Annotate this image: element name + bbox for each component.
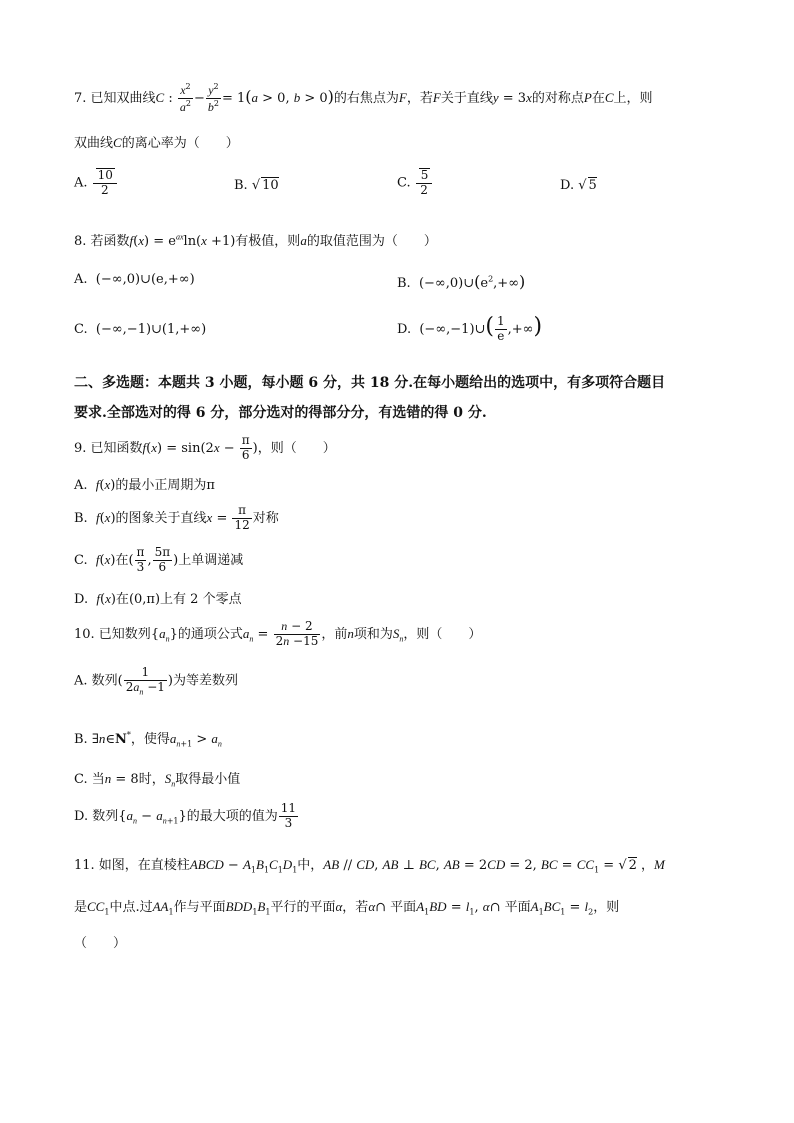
q8-prefix: 8. 若函数 xyxy=(74,234,130,249)
q10-end: ，则（ ） xyxy=(403,626,482,642)
q11-line1: 11. 如图，在直棱柱ABCD − $A_1B_1C_1D_1$中，AB // CD, AB ⊥ BC, AB = 2CD = 2, BC = $CC_1$ = √ 2 ，M xyxy=(74,857,665,875)
q10b-text2: ，使得 xyxy=(130,732,170,747)
q7-option-d[interactable]: D. √ 5 xyxy=(560,178,597,193)
q8-mid: 有极值，则 xyxy=(235,234,301,249)
q10-mid1: 的通项公式 xyxy=(177,626,243,642)
q7-end: 上，则 xyxy=(613,90,653,106)
q7-option-c[interactable]: C. $\frac{5}{2}$ xyxy=(397,168,433,198)
q11-l2h: ，则 xyxy=(593,900,620,915)
q7-about: 关于直线 xyxy=(440,90,493,106)
q10c-text2: 时， xyxy=(138,772,165,787)
q7-after-eq: 的右焦点为 xyxy=(333,90,399,106)
q9-end: ，则（ ） xyxy=(257,440,336,456)
q11-l2c: 作与平面 xyxy=(173,900,226,915)
q9a-text: 的最小正周期为 xyxy=(115,478,207,493)
q10-prefix: 10. 已知数列 xyxy=(74,626,151,642)
q7-ruo: ，若 xyxy=(406,90,433,106)
q11-zhong: 中， xyxy=(297,858,324,873)
q9-option-a[interactable]: A. f(x)的最小正周期为π xyxy=(74,477,215,493)
q11-line2: 是$CC_1$中点.过$AA_1$作与平面$BDD_1B_1$平行的平面α，若α∩ 平面$A_1BD = l_1$, α∩ 平面$A_1BC_1 = l_2$，则 xyxy=(74,899,620,917)
q9d-text1: 在 xyxy=(115,592,129,607)
q9-option-d[interactable]: D. f(x)在(0,π)上有 2 个零点 xyxy=(74,591,242,607)
q7-l2b: 的离心率为（ ） xyxy=(121,136,239,151)
q9b-text2: 对称 xyxy=(252,510,279,526)
q7-line1: 7. 已知双曲线C : $\frac{x^2}{a^2}$ − $\frac{y^2}{b^2}$ = 1(a > 0, b > 0)的右焦点为F，若F关于直线y = 3x的对称点P在C上，则 xyxy=(74,82,653,114)
q7-line2: 双曲线C的离心率为（ ） xyxy=(74,135,239,151)
q10d-text1: D. 数列 xyxy=(74,808,119,824)
q11-line3: （ ） xyxy=(74,936,127,951)
q9b-text1: 的图象关于直线 xyxy=(115,510,207,526)
q10-mid2: ，前 xyxy=(321,626,348,642)
q11-prefix: 11. 如图，在直棱柱 xyxy=(74,858,190,873)
q8-option-a[interactable]: A. (−∞,0)∪(e,+∞) xyxy=(74,272,195,287)
q10a-text1: A. 数列 xyxy=(74,673,118,689)
q8-option-d[interactable]: D. (−∞,−1)∪( $\frac{1}{e}$ ,+∞) xyxy=(397,314,543,343)
q10a-text2: 为等差数列 xyxy=(172,673,238,689)
q10-option-c[interactable]: C. 当n = 8时，$S_n$取得最小值 xyxy=(74,771,241,789)
q11-l2d: 平行的平面 xyxy=(270,900,336,915)
q10c-text1: C. 当 xyxy=(74,772,105,787)
q7-on: 在 xyxy=(591,90,605,106)
q10-option-d[interactable]: D. 数列$\{a_n - a_{n+1}\}$的最大项的值为 $\frac{11}{3}$ xyxy=(74,801,297,830)
q9d-text2: 上有 2 个零点 xyxy=(160,592,242,607)
q10d-text2: 的最大项的值为 xyxy=(186,808,278,824)
q7-option-b[interactable]: B. √ 10 xyxy=(234,178,279,193)
q11-l2f: 平面 xyxy=(390,900,417,915)
q8-stem: 8. 若函数$f(x) = e^{ax}\ln(x +1)$有极值，则a的取值范围为（ ） xyxy=(74,232,437,249)
q10b-text1: B. xyxy=(74,732,88,747)
q7-frac-y: $\frac{y^2}{b^2}$ xyxy=(207,82,219,114)
q9c-text2: 上单调递减 xyxy=(178,552,244,568)
q9-option-c[interactable]: C. f(x)在( $\frac{\pi}{3}$ , $\frac{5\pi}{6}$ )上单调递减 xyxy=(74,545,244,574)
q8-option-b[interactable]: B. $(-\infty,0)\cup(e^2,+\infty)$ xyxy=(397,272,526,291)
q8-option-c[interactable]: C. (−∞,−1)∪(1,+∞) xyxy=(74,322,207,337)
q9-prefix: 9. 已知函数 xyxy=(74,440,143,456)
q10c-text3: 取得最小值 xyxy=(175,772,241,787)
q9-option-b[interactable]: B. f(x)的图象关于直线x = $\frac{\pi}{12}$ 对称 xyxy=(74,503,279,532)
q7-frac-x: $\frac{x^2}{a^2}$ xyxy=(179,82,191,114)
q7-sym: 的对称点 xyxy=(531,90,584,106)
q7-l2a: 双曲线 xyxy=(74,136,114,151)
q11-l2a: 是 xyxy=(74,900,88,915)
q10-option-b[interactable]: B. ∃n∈N*，使得$a_{n+1} > a_n$ xyxy=(74,730,222,749)
section2-line1: 二、多选题：本题共 3 小题，每小题 6 分，共 18 分.在每小题给出的选项中，有多项符合题目 xyxy=(74,375,666,391)
q11-l2g: 平面 xyxy=(504,900,531,915)
q10-stem: 10. 已知数列$\{a_n\}$的通项公式$a_n$ = $\frac{n - 2}{2n -15}$ ，前n项和为$S_n$，则（ ） xyxy=(74,619,482,648)
section2-line2: 要求.全部选对的得 6 分，部分选对的得部分分，有选错的得 0 分. xyxy=(74,405,487,421)
q11-l2b: 中点.过 xyxy=(109,900,153,915)
q7-option-a[interactable]: A. $\frac{10}{2}$ xyxy=(74,168,118,198)
q10-option-a[interactable]: A. 数列( $\frac{1}{2a_n -1}$ )为等差数列 xyxy=(74,665,238,697)
q10-mid3: 项和为 xyxy=(353,626,393,642)
q11-l2e: ，若 xyxy=(342,900,369,915)
q8-end: 的取值范围为（ ） xyxy=(306,234,437,249)
q7-prefix: 7. 已知双曲线 xyxy=(74,90,156,106)
q9-stem: 9. 已知函数f(x) = sin(2x − $\frac{\pi}{6}$ )，则（ ） xyxy=(74,433,336,462)
q9c-text1: 在 xyxy=(115,552,129,568)
